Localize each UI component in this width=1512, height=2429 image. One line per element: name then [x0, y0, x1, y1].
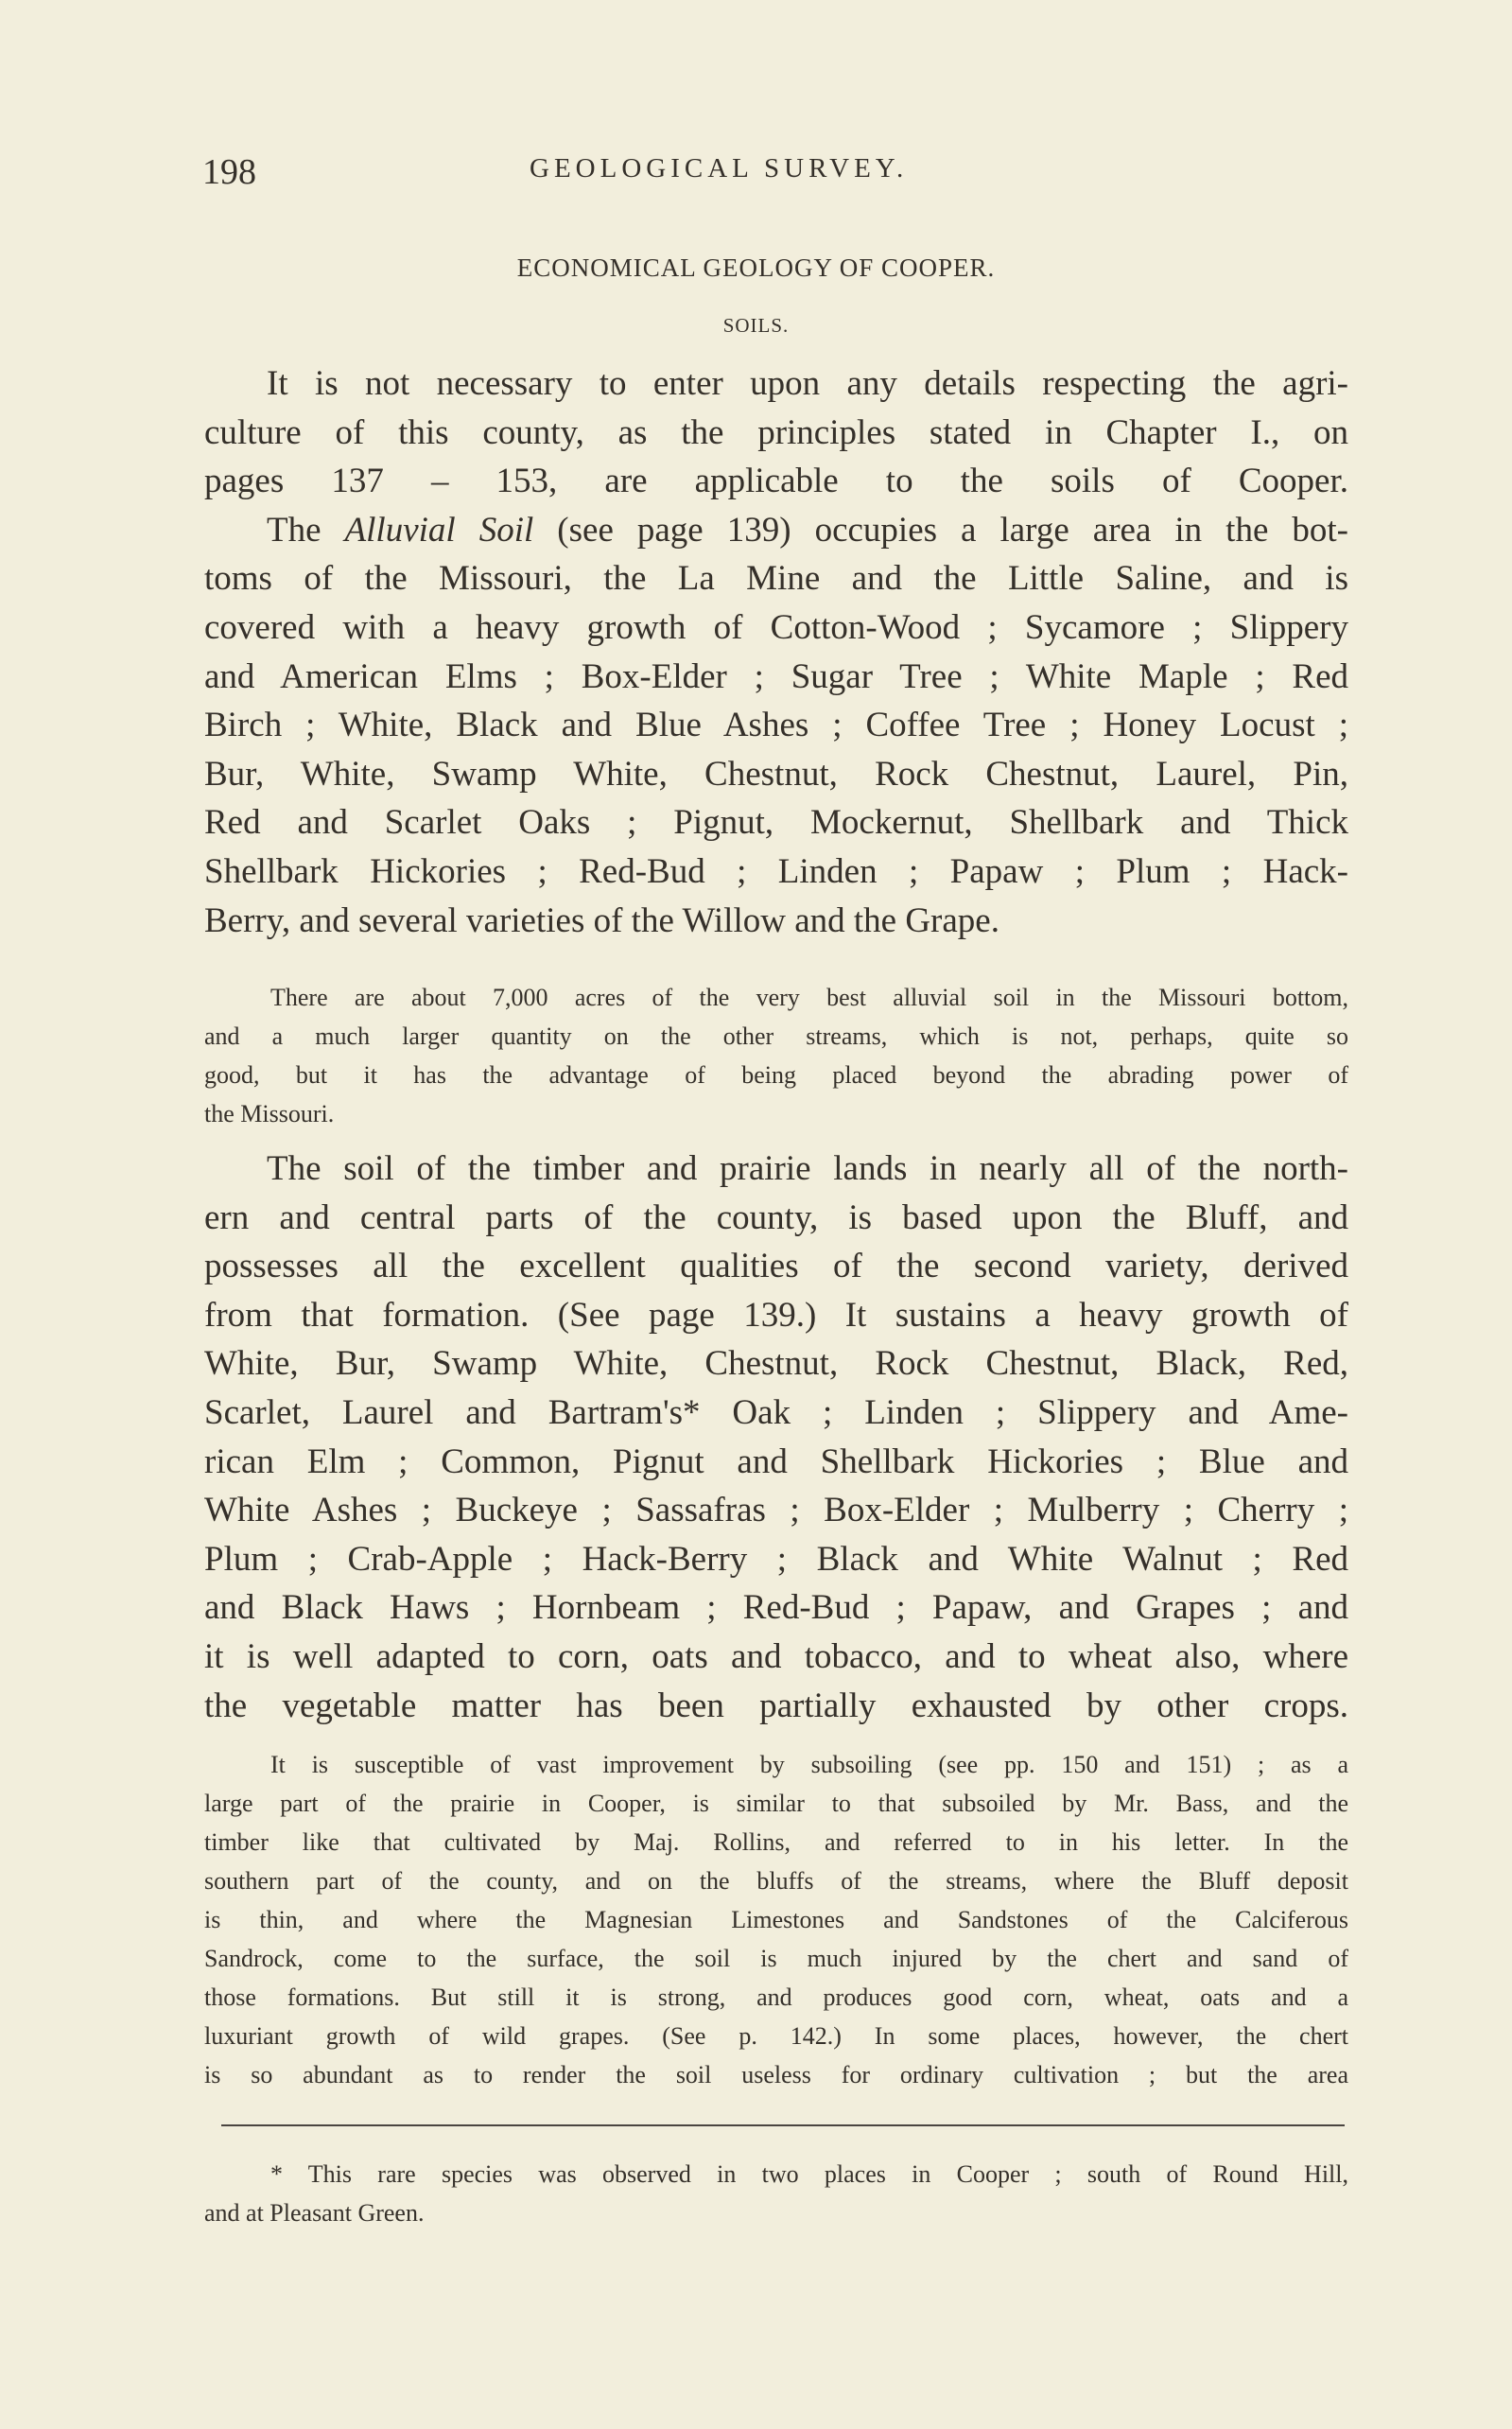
text-line: covered with a heavy growth of Cotton-Wood ; Sycamore ; Slippery: [204, 607, 1348, 647]
text-line: White Ashes ; Buckeye ; Sassafras ; Box-Elder ; Mulberry ; Cherry ;: [204, 1491, 1348, 1530]
text-line: and a much larger quantity on the other streams, which is not, perhaps, quite so: [204, 1022, 1348, 1050]
text-line: it is well adapted to corn, oats and tobacco, and to wheat also, where: [204, 1636, 1348, 1676]
text-line: from that formation. (See page 139.) It sustains a heavy growth of: [204, 1295, 1348, 1335]
text-line: culture of this county, as the principles stated in Chapter I., on: [204, 412, 1348, 452]
note-alluvial: [204, 978, 1348, 1133]
text: The: [267, 510, 345, 550]
text-line: is so abundant as to render the soil useless for ordinary cultivation ; but the area: [204, 2061, 1348, 2088]
text-line: Plum ; Crab-Apple ; Hack-Berry ; Black and White Walnut ; Red: [204, 1539, 1348, 1579]
text: (see page 139) occupies a large area in the bot-: [533, 510, 1348, 550]
text-line: Red and Scarlet Oaks ; Pignut, Mockernut, Shellbark and Thick: [204, 803, 1348, 843]
italic-term: Alluvial Soil: [344, 510, 534, 550]
footnote: [204, 2155, 1348, 2232]
page-number: 198: [202, 152, 256, 192]
text-line: toms of the Missouri, the La Mine and the Little Saline, and is: [204, 559, 1348, 599]
text-line: Birch ; White, Black and Blue Ashes ; Coffee Tree ; Honey Locust ;: [204, 706, 1348, 745]
paragraph-intro: [204, 359, 1348, 945]
text-line: southern part of the county, and on the bluffs of the streams, where the Bluff deposit: [204, 1867, 1348, 1895]
paragraph-bluff-soil: [204, 1145, 1348, 1730]
text-line: timber like that cultivated by Maj. Rollins, and referred to in his letter. In the: [204, 1828, 1348, 1856]
text-line: the Missouri.: [204, 1100, 335, 1127]
text-line: the vegetable matter has been partially exhausted by other crops.: [204, 1686, 1348, 1725]
text-line: Bur, White, Swamp White, Chestnut, Rock Chestnut, Laurel, Pin,: [204, 754, 1348, 794]
note-subsoiling: [204, 1745, 1348, 2094]
text-line: There are about 7,000 acres of the very best alluvial soil in the Missouri bottom,: [270, 984, 1348, 1011]
text-line: Shellbark Hickories ; Red-Bud ; Linden ; Papaw ; Plum ; Hack-: [204, 851, 1348, 891]
text-line: [204, 506, 1348, 555]
text-line: rican Elm ; Common, Pignut and Shellbark Hickories ; Blue and: [204, 1442, 1348, 1481]
text-line: Berry, and several varieties of the Willow and the Grape.: [204, 900, 999, 940]
text-line: and at Pleasant Green.: [204, 2199, 425, 2227]
text-line: * This rare species was observed in two places in Cooper ; south of Round Hill,: [270, 2160, 1348, 2188]
text-line: Sandrock, come to the surface, the soil is much injured by the chert and sand of: [204, 1945, 1348, 1972]
text-line: those formations. But still it is strong, and produces good corn, wheat, oats and a: [204, 1983, 1348, 2011]
text-line: White, Bur, Swamp White, Chestnut, Rock Chestnut, Black, Red,: [204, 1344, 1348, 1384]
footnote-divider: [221, 2124, 1345, 2126]
text-line: and American Elms ; Box-Elder ; Sugar Tree ; White Maple ; Red: [204, 656, 1348, 696]
section-title: ECONOMICAL GEOLOGY OF COOPER.: [516, 253, 996, 282]
text-line: Scarlet, Laurel and Bartram's* Oak ; Linden ; Slippery and Ame-: [204, 1392, 1348, 1432]
text-line: luxuriant growth of wild grapes. (See p. 142.) In some places, however, the chert: [204, 2022, 1348, 2050]
text-line: pages 137 – 153, are applicable to the soils of Cooper.: [204, 462, 1348, 501]
text-line: possesses all the excellent qualities of the second variety, derived: [204, 1247, 1348, 1286]
text-line: is thin, and where the Magnesian Limestones and Sandstones of the Calciferous: [204, 1906, 1348, 1933]
text-line: and Black Haws ; Hornbeam ; Red-Bud ; Papaw, and Grapes ; and: [204, 1588, 1348, 1628]
section-subtitle: SOILS.: [722, 314, 790, 337]
text-line: good, but it has the advantage of being placed beyond the abrading power of: [204, 1061, 1348, 1089]
text-line: large part of the prairie in Cooper, is similar to that subsoiled by Mr. Bass, and the: [204, 1790, 1348, 1817]
text-line: It is not necessary to enter upon any details respecting the agri-: [267, 364, 1348, 403]
text-line: It is susceptible of vast improvement by subsoiling (see pp. 150 and 151) ; as a: [270, 1751, 1348, 1778]
running-head: GEOLOGICAL SURVEY.: [530, 153, 909, 183]
text-line: ern and central parts of the county, is based upon the Bluff, and: [204, 1197, 1348, 1237]
text-line: The soil of the timber and prairie lands in nearly all of the north-: [267, 1149, 1348, 1188]
